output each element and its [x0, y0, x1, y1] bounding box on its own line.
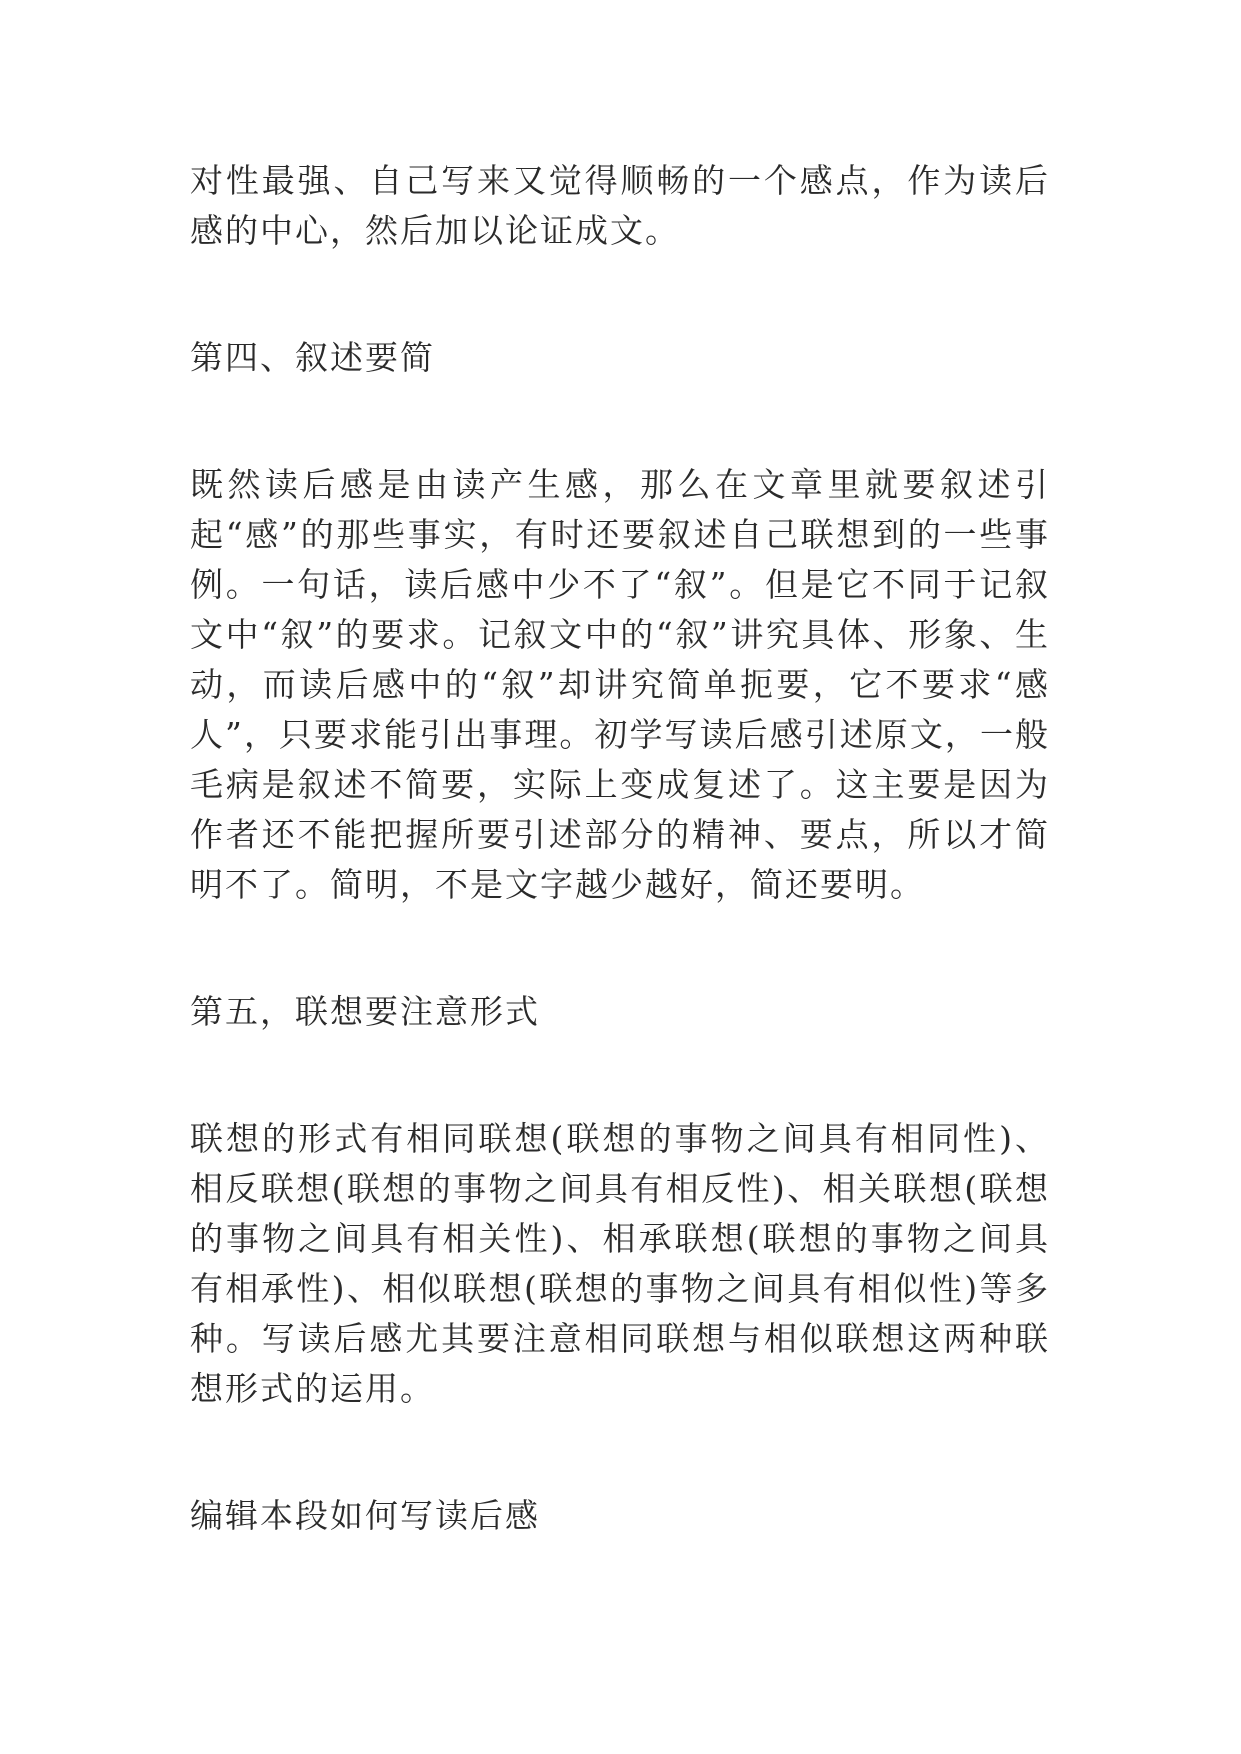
paragraph-gap	[190, 256, 1050, 333]
paragraph-gap	[190, 1037, 1050, 1114]
paragraph-gap	[190, 383, 1050, 460]
paragraph-intro-continuation: 对性最强、自己写来又觉得顺畅的一个感点，作为读后感的中心，然后加以论证成文。	[190, 161, 1050, 250]
paragraph-narration: 既然读后感是由读产生感，那么在文章里就要叙述引起“感”的那些事实，有时还要叙述自己联想到的一些事例。一句话，读后感中少不了“叙”。但是它不同于记叙文中“叙”的要求。记叙文中的“叙”讲究具体、形象、生动，而读后感中的“叙”却讲究简单扼要，它不要求“感人”，只要求能引出事理。初学写读后感引述原文，一般毛病是叙述不简要，实际上变成复述了。这主要是因为作者还不能把握所要引述部分的精神、要点，所以才简明不了。简明，不是文字越少越好，简还要明。	[190, 465, 1050, 904]
section-heading-four: 第四、叙述要简	[190, 338, 435, 377]
paragraph-gap	[190, 910, 1050, 987]
section-heading-five: 第五，联想要注意形式	[190, 992, 540, 1031]
paragraph-gap	[190, 1414, 1050, 1491]
paragraph-association: 联想的形式有相同联想(联想的事物之间具有相同性)、相反联想(联想的事物之间具有相反性)、相关联想(联想的事物之间具有相关性)、相承联想(联想的事物之间具有相承性)、相似联想(联想的事物之间具有相似性)等多种。写读后感尤其要注意相同联想与相似联想这两种联想形式的运用。	[190, 1119, 1050, 1408]
section-heading-how-to: 编辑本段如何写读后感	[190, 1496, 540, 1535]
document-body	[190, 156, 1050, 1541]
